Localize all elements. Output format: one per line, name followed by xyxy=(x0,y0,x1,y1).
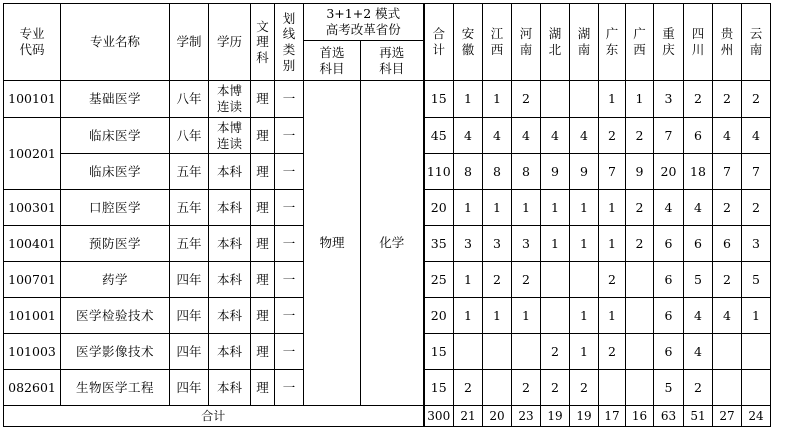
header-province: 四 川 xyxy=(684,4,713,81)
province-count-cell: 2 xyxy=(512,370,541,406)
row-total-cell: 20 xyxy=(424,298,454,334)
major-code-cell: 100701 xyxy=(4,262,61,298)
province-count-cell xyxy=(713,370,742,406)
province-count-cell: 1 xyxy=(454,81,483,118)
header-province: 云 南 xyxy=(742,4,771,81)
province-count-cell: 2 xyxy=(713,190,742,226)
province-total-cell: 20 xyxy=(483,406,512,427)
header-province: 河 南 xyxy=(512,4,541,81)
major-name-cell: 药学 xyxy=(61,262,170,298)
first-choice-subject-cell: 物理 xyxy=(304,81,361,406)
province-count-cell: 6 xyxy=(654,298,684,334)
subject-type-cell: 理 xyxy=(251,154,275,190)
degree-cell: 本科 xyxy=(209,298,251,334)
degree-cell: 本科 xyxy=(209,226,251,262)
province-total-cell: 63 xyxy=(654,406,684,427)
subject-type-cell: 理 xyxy=(251,298,275,334)
province-count-cell xyxy=(713,334,742,370)
major-name-cell: 医学影像技术 xyxy=(61,334,170,370)
header-province: 广 西 xyxy=(626,4,654,81)
cutoff-type-cell: 一 xyxy=(275,334,304,370)
province-count-cell: 2 xyxy=(454,370,483,406)
province-count-cell: 1 xyxy=(599,298,626,334)
duration-cell: 四年 xyxy=(170,370,209,406)
major-code-cell: 100401 xyxy=(4,226,61,262)
province-count-cell: 2 xyxy=(626,226,654,262)
province-count-cell: 1 xyxy=(742,298,771,334)
province-count-cell: 5 xyxy=(654,370,684,406)
province-count-cell: 1 xyxy=(541,226,570,262)
province-count-cell: 1 xyxy=(454,298,483,334)
row-total-cell: 110 xyxy=(424,154,454,190)
cutoff-type-cell: 一 xyxy=(275,190,304,226)
province-count-cell xyxy=(454,334,483,370)
header-mode: 3+1+2 模式 高考改革省份 xyxy=(304,4,424,41)
province-count-cell: 1 xyxy=(626,81,654,118)
cutoff-type-cell: 一 xyxy=(275,81,304,118)
province-total-cell: 27 xyxy=(713,406,742,427)
major-name-cell: 口腔医学 xyxy=(61,190,170,226)
header-second-choice: 再选 科目 xyxy=(361,41,424,81)
province-count-cell xyxy=(626,334,654,370)
province-count-cell: 6 xyxy=(684,226,713,262)
province-count-cell: 1 xyxy=(541,190,570,226)
major-name-cell: 临床医学 xyxy=(61,154,170,190)
province-count-cell xyxy=(541,298,570,334)
row-total-cell: 45 xyxy=(424,118,454,154)
province-count-cell xyxy=(742,370,771,406)
province-count-cell: 1 xyxy=(599,190,626,226)
province-count-cell: 2 xyxy=(684,370,713,406)
province-count-cell: 5 xyxy=(742,262,771,298)
province-count-cell: 4 xyxy=(512,118,541,154)
province-count-cell xyxy=(626,370,654,406)
row-total-cell: 35 xyxy=(424,226,454,262)
subject-type-cell: 理 xyxy=(251,262,275,298)
province-total-cell: 17 xyxy=(599,406,626,427)
table-row xyxy=(4,81,771,118)
province-count-cell: 1 xyxy=(512,298,541,334)
header-duration: 学制 xyxy=(170,4,209,81)
province-count-cell xyxy=(483,370,512,406)
major-code-cell: 100201 xyxy=(4,118,61,190)
province-count-cell: 4 xyxy=(684,190,713,226)
header-row xyxy=(4,4,771,41)
province-count-cell: 1 xyxy=(483,298,512,334)
province-count-cell: 1 xyxy=(570,190,599,226)
header-total: 合 计 xyxy=(424,4,454,81)
province-count-cell: 3 xyxy=(512,226,541,262)
province-count-cell: 2 xyxy=(742,190,771,226)
province-count-cell xyxy=(570,262,599,298)
province-count-cell: 2 xyxy=(713,262,742,298)
province-count-cell: 2 xyxy=(626,118,654,154)
duration-cell: 八年 xyxy=(170,81,209,118)
province-count-cell xyxy=(626,262,654,298)
province-total-cell: 19 xyxy=(541,406,570,427)
degree-cell: 本博 连读 xyxy=(209,118,251,154)
subject-type-cell: 理 xyxy=(251,118,275,154)
major-name-cell: 医学检验技术 xyxy=(61,298,170,334)
subject-type-cell: 理 xyxy=(251,190,275,226)
header-province: 广 东 xyxy=(599,4,626,81)
province-count-cell: 9 xyxy=(541,154,570,190)
degree-cell: 本科 xyxy=(209,370,251,406)
row-total-cell: 15 xyxy=(424,334,454,370)
row-total-cell: 15 xyxy=(424,81,454,118)
province-count-cell: 2 xyxy=(684,81,713,118)
province-count-cell: 4 xyxy=(483,118,512,154)
province-count-cell: 18 xyxy=(684,154,713,190)
cutoff-type-cell: 一 xyxy=(275,298,304,334)
province-count-cell: 6 xyxy=(654,226,684,262)
major-code-cell: 101001 xyxy=(4,298,61,334)
header-name: 专业名称 xyxy=(61,4,170,81)
province-count-cell xyxy=(483,334,512,370)
province-count-cell: 3 xyxy=(483,226,512,262)
province-total-cell: 51 xyxy=(684,406,713,427)
province-count-cell: 1 xyxy=(599,226,626,262)
degree-cell: 本科 xyxy=(209,190,251,226)
province-count-cell: 2 xyxy=(742,81,771,118)
province-count-cell: 2 xyxy=(570,370,599,406)
province-count-cell: 4 xyxy=(570,118,599,154)
province-count-cell: 4 xyxy=(454,118,483,154)
header-cutoff-type: 划 线 类 别 xyxy=(275,4,304,81)
subject-type-cell: 理 xyxy=(251,334,275,370)
degree-cell: 本博 连读 xyxy=(209,81,251,118)
total-label: 合计 xyxy=(4,406,424,427)
subject-type-cell: 理 xyxy=(251,226,275,262)
row-total-cell: 15 xyxy=(424,370,454,406)
major-name-cell: 基础医学 xyxy=(61,81,170,118)
header-province: 重 庆 xyxy=(654,4,684,81)
province-count-cell: 4 xyxy=(713,298,742,334)
province-count-cell: 6 xyxy=(713,226,742,262)
province-count-cell: 4 xyxy=(684,298,713,334)
major-name-cell: 生物医学工程 xyxy=(61,370,170,406)
duration-cell: 四年 xyxy=(170,334,209,370)
enrollment-plan-table xyxy=(3,3,771,427)
major-code-cell: 101003 xyxy=(4,334,61,370)
province-count-cell xyxy=(512,334,541,370)
province-count-cell: 9 xyxy=(626,154,654,190)
province-count-cell: 8 xyxy=(512,154,541,190)
province-count-cell: 2 xyxy=(599,262,626,298)
province-count-cell: 3 xyxy=(742,226,771,262)
province-count-cell: 4 xyxy=(654,190,684,226)
province-count-cell xyxy=(626,298,654,334)
province-count-cell: 3 xyxy=(454,226,483,262)
province-count-cell: 1 xyxy=(570,334,599,370)
header-province: 江 西 xyxy=(483,4,512,81)
grand-total-cell: 300 xyxy=(424,406,454,427)
province-count-cell: 1 xyxy=(454,262,483,298)
province-count-cell: 1 xyxy=(570,298,599,334)
province-count-cell: 7 xyxy=(599,154,626,190)
province-count-cell xyxy=(742,334,771,370)
province-count-cell: 9 xyxy=(570,154,599,190)
duration-cell: 五年 xyxy=(170,154,209,190)
province-count-cell: 8 xyxy=(483,154,512,190)
province-count-cell xyxy=(541,262,570,298)
province-count-cell: 2 xyxy=(541,370,570,406)
row-total-cell: 20 xyxy=(424,190,454,226)
province-count-cell: 2 xyxy=(512,81,541,118)
province-count-cell: 6 xyxy=(684,118,713,154)
province-count-cell: 2 xyxy=(713,81,742,118)
province-count-cell: 2 xyxy=(512,262,541,298)
major-name-cell: 临床医学 xyxy=(61,118,170,154)
province-count-cell xyxy=(541,81,570,118)
row-total-cell: 25 xyxy=(424,262,454,298)
cutoff-type-cell: 一 xyxy=(275,154,304,190)
header-subject-type: 文 理 科 xyxy=(251,4,275,81)
degree-cell: 本科 xyxy=(209,334,251,370)
province-count-cell: 7 xyxy=(713,154,742,190)
province-total-cell: 19 xyxy=(570,406,599,427)
major-name-cell: 预防医学 xyxy=(61,226,170,262)
subject-type-cell: 理 xyxy=(251,370,275,406)
province-count-cell: 3 xyxy=(654,81,684,118)
duration-cell: 八年 xyxy=(170,118,209,154)
province-count-cell: 4 xyxy=(541,118,570,154)
province-total-cell: 24 xyxy=(742,406,771,427)
header-province: 湖 南 xyxy=(570,4,599,81)
province-count-cell: 7 xyxy=(742,154,771,190)
cutoff-type-cell: 一 xyxy=(275,262,304,298)
province-count-cell: 2 xyxy=(626,190,654,226)
cutoff-type-cell: 一 xyxy=(275,118,304,154)
duration-cell: 四年 xyxy=(170,298,209,334)
province-count-cell: 2 xyxy=(599,118,626,154)
province-total-cell: 23 xyxy=(512,406,541,427)
province-count-cell: 4 xyxy=(742,118,771,154)
duration-cell: 五年 xyxy=(170,226,209,262)
province-count-cell: 1 xyxy=(483,190,512,226)
total-row xyxy=(4,406,771,427)
header-province: 湖 北 xyxy=(541,4,570,81)
header-province: 安 徽 xyxy=(454,4,483,81)
degree-cell: 本科 xyxy=(209,262,251,298)
second-choice-subject-cell: 化学 xyxy=(361,81,424,406)
province-count-cell: 2 xyxy=(599,334,626,370)
header-first-choice: 首选 科目 xyxy=(304,41,361,81)
province-count-cell: 6 xyxy=(654,334,684,370)
province-count-cell: 2 xyxy=(541,334,570,370)
province-count-cell: 4 xyxy=(713,118,742,154)
province-count-cell: 8 xyxy=(454,154,483,190)
province-count-cell: 6 xyxy=(654,262,684,298)
province-count-cell: 2 xyxy=(483,262,512,298)
header-province: 贵 州 xyxy=(713,4,742,81)
province-count-cell: 20 xyxy=(654,154,684,190)
province-count-cell: 4 xyxy=(684,334,713,370)
province-count-cell: 1 xyxy=(454,190,483,226)
province-count-cell: 7 xyxy=(654,118,684,154)
degree-cell: 本科 xyxy=(209,154,251,190)
cutoff-type-cell: 一 xyxy=(275,370,304,406)
province-total-cell: 21 xyxy=(454,406,483,427)
province-count-cell: 1 xyxy=(483,81,512,118)
header-degree: 学历 xyxy=(209,4,251,81)
duration-cell: 四年 xyxy=(170,262,209,298)
cutoff-type-cell: 一 xyxy=(275,226,304,262)
duration-cell: 五年 xyxy=(170,190,209,226)
subject-type-cell: 理 xyxy=(251,81,275,118)
province-count-cell: 5 xyxy=(684,262,713,298)
province-count-cell xyxy=(599,370,626,406)
header-code: 专业 代码 xyxy=(4,4,61,81)
major-code-cell: 100301 xyxy=(4,190,61,226)
province-count-cell xyxy=(570,81,599,118)
province-count-cell: 1 xyxy=(599,81,626,118)
province-total-cell: 16 xyxy=(626,406,654,427)
province-count-cell: 1 xyxy=(570,226,599,262)
major-code-cell: 100101 xyxy=(4,81,61,118)
major-code-cell: 082601 xyxy=(4,370,61,406)
province-count-cell: 1 xyxy=(512,190,541,226)
